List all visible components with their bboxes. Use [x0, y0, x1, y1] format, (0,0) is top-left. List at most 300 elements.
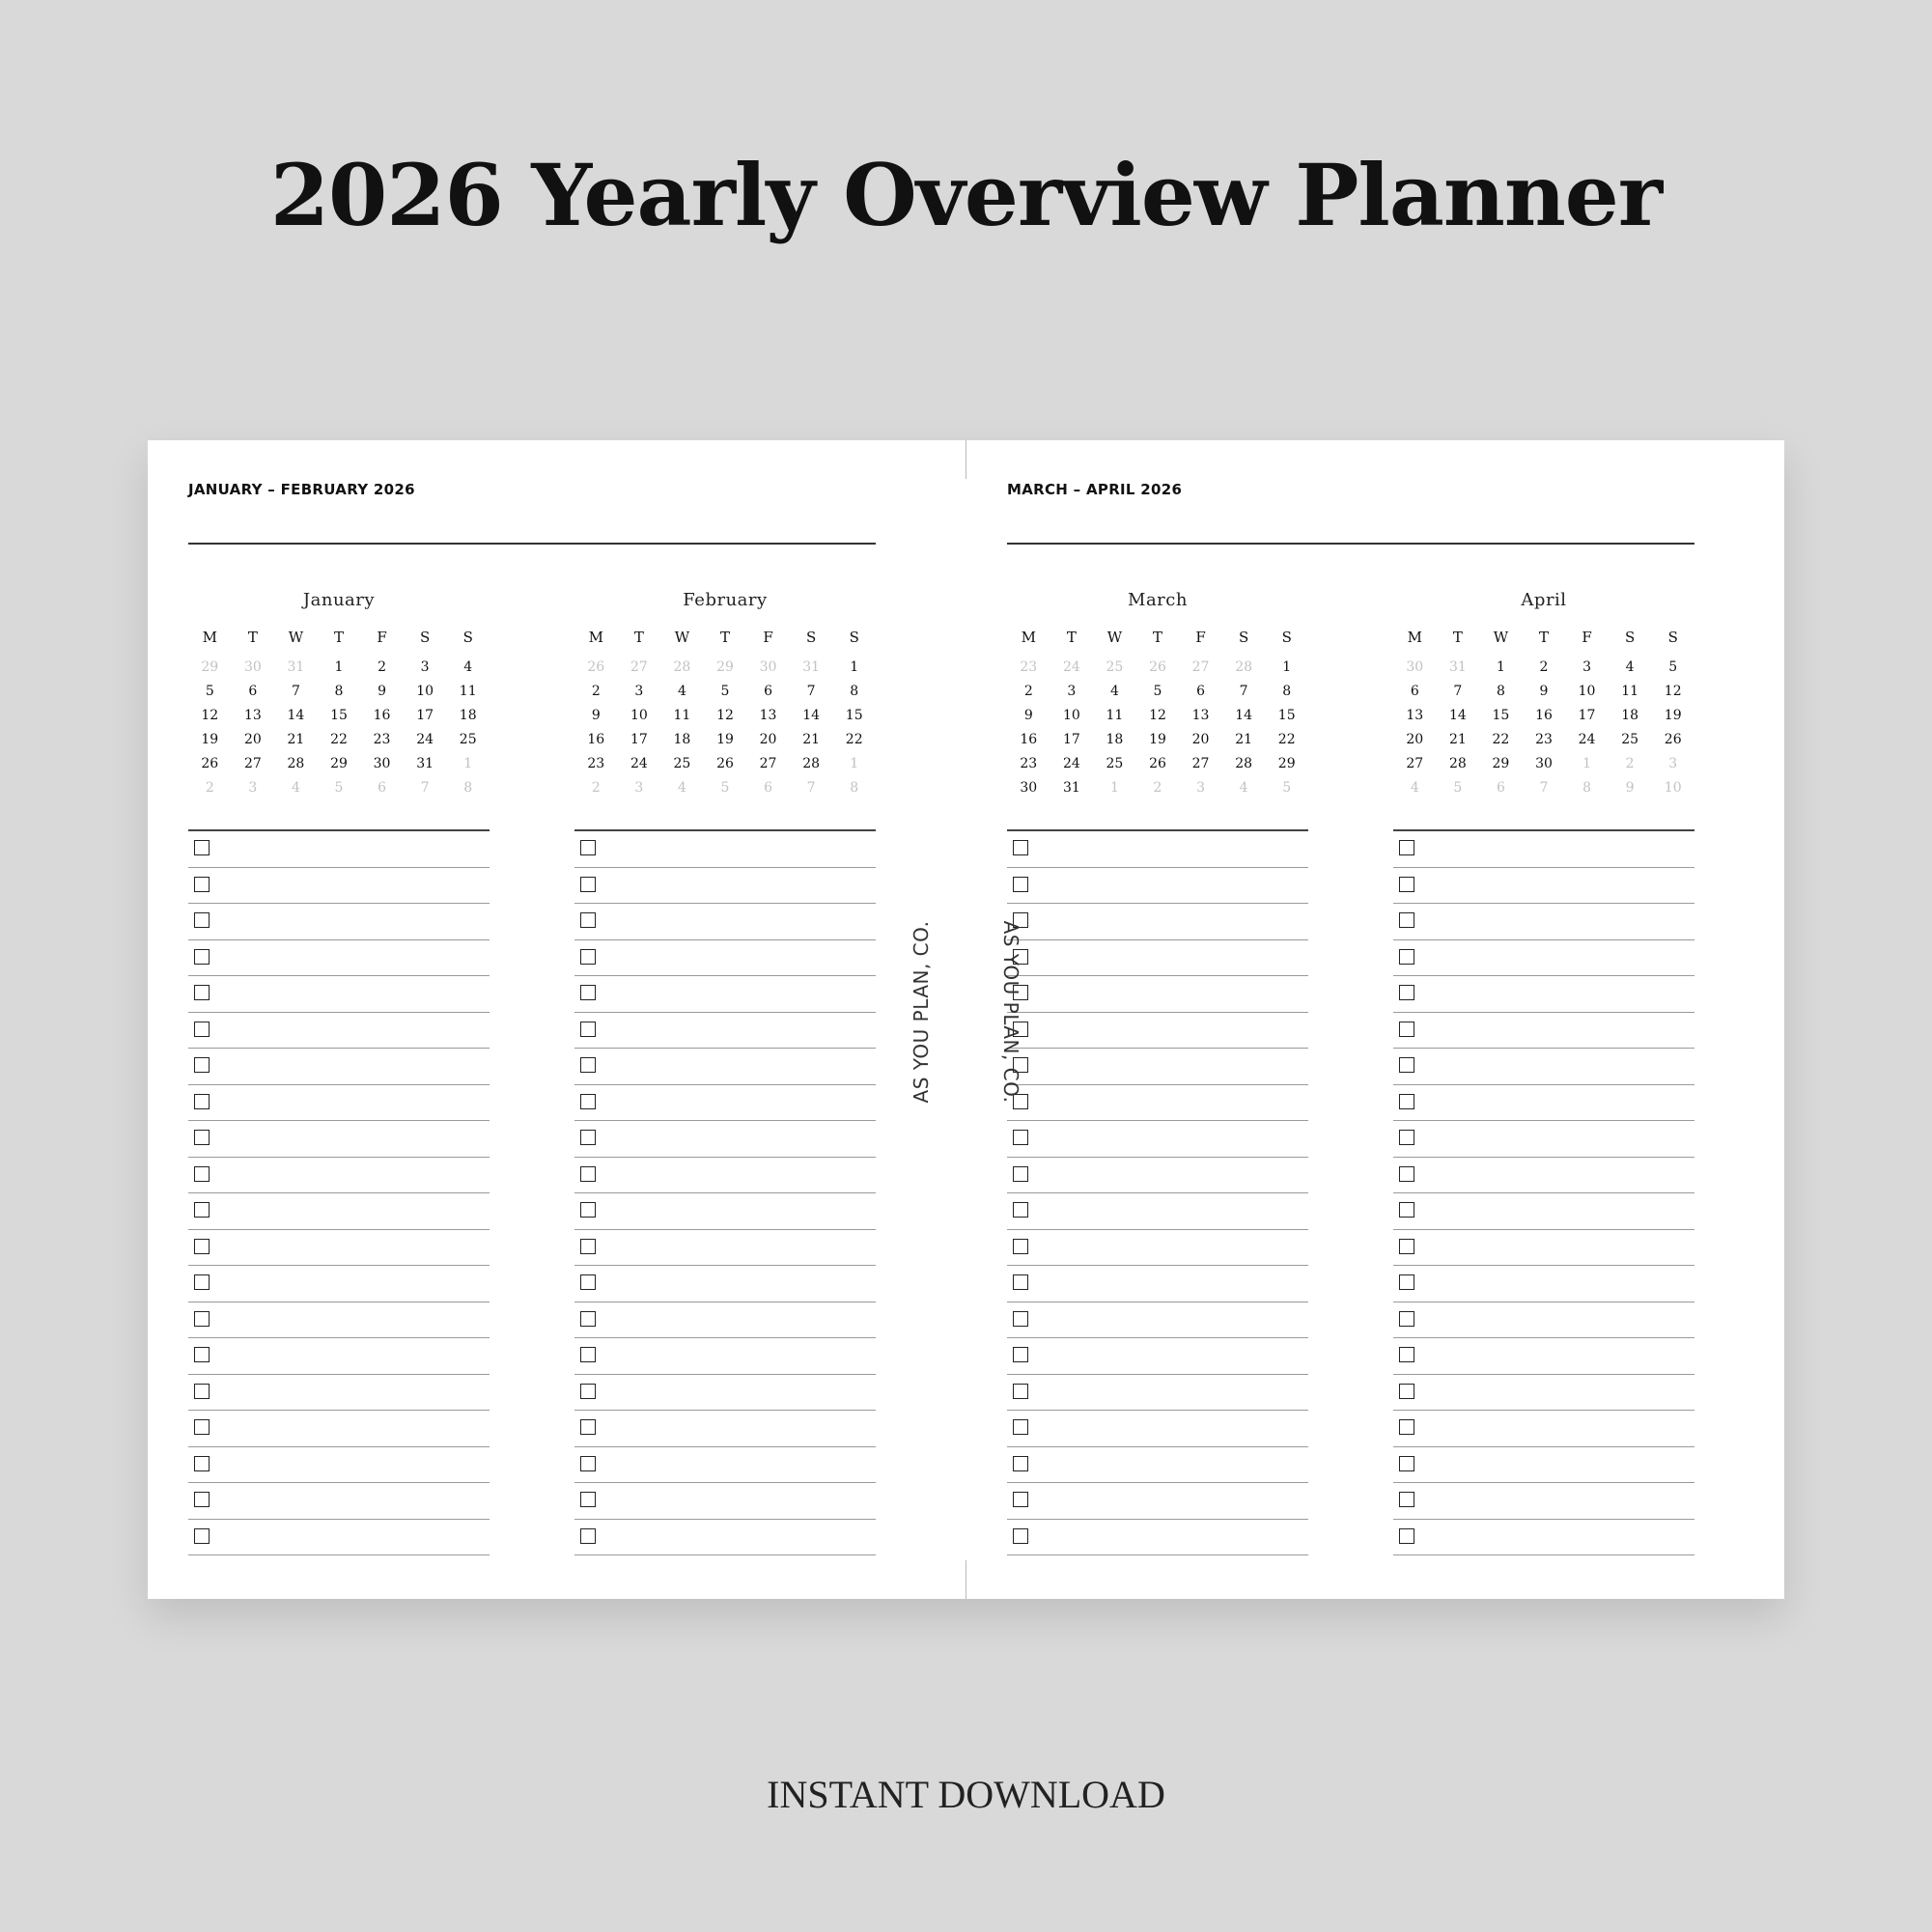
weekday-label: M	[202, 629, 217, 646]
calendar-day: 9	[378, 684, 387, 699]
task-row	[188, 1338, 490, 1375]
checkbox[interactable]	[580, 1419, 596, 1435]
calendar-day: 29	[1492, 756, 1510, 771]
calendar-day: 16	[587, 732, 605, 747]
calendar-day: 18	[1106, 732, 1124, 747]
calendar-day: 30	[1020, 780, 1038, 796]
weekday-label: S	[805, 629, 817, 646]
weekday-label: M	[588, 629, 603, 646]
checkbox[interactable]	[1013, 1311, 1028, 1327]
calendar-day: 2	[1539, 659, 1549, 675]
calendar-day: 18	[673, 732, 691, 747]
calendar-day: 12	[716, 708, 734, 723]
task-row	[1393, 904, 1694, 940]
calendar-day: 3	[420, 659, 430, 675]
calendar-day-outside: 31	[287, 659, 305, 675]
checkbox[interactable]	[194, 1311, 210, 1327]
weekday-label: S	[1624, 629, 1636, 646]
calendar-day: 28	[1448, 756, 1467, 771]
calendar-day: 28	[287, 756, 305, 771]
calendar-day-outside: 9	[1625, 780, 1635, 796]
calendar-day: 5	[1153, 684, 1162, 699]
checkbox[interactable]	[1399, 1528, 1414, 1544]
checkbox[interactable]	[1013, 1130, 1028, 1145]
calendar-day: 19	[201, 732, 219, 747]
task-row	[188, 831, 490, 868]
task-row	[188, 1266, 490, 1302]
calendar-day: 8	[1282, 684, 1292, 699]
task-row	[574, 904, 876, 940]
task-row	[188, 1411, 490, 1447]
checkbox[interactable]	[194, 1274, 210, 1290]
checkbox[interactable]	[1013, 1384, 1028, 1399]
checkbox[interactable]	[1399, 1166, 1414, 1182]
task-row	[1393, 1411, 1694, 1447]
calendar-day: 18	[459, 708, 477, 723]
calendar-day: 7	[1239, 684, 1248, 699]
task-row	[1393, 1375, 1694, 1412]
checkbox[interactable]	[194, 1130, 210, 1145]
weekday-label: F	[1582, 629, 1592, 646]
task-row	[574, 1158, 876, 1194]
calendar-day-outside: 5	[720, 780, 730, 796]
calendar-day-outside: 26	[587, 659, 605, 675]
calendar-day-outside: 2	[205, 780, 214, 796]
calendar-day: 2	[591, 684, 601, 699]
month-name: January	[302, 590, 376, 610]
task-row	[574, 1302, 876, 1339]
task-row	[1007, 868, 1308, 905]
checkbox[interactable]	[580, 1384, 596, 1399]
checkbox[interactable]	[194, 1094, 210, 1109]
task-row	[1393, 1121, 1694, 1158]
calendar-day: 5	[720, 684, 730, 699]
task-row	[574, 1520, 876, 1556]
calendar-day: 20	[1191, 732, 1210, 747]
task-row	[188, 1375, 490, 1412]
calendar-day: 16	[373, 708, 391, 723]
calendar-day: 17	[1062, 732, 1080, 747]
task-row	[574, 940, 876, 977]
weekday-label: S	[1238, 629, 1249, 646]
task-row	[1393, 1085, 1694, 1122]
calendar-day: 7	[806, 684, 816, 699]
calendar-day: 25	[673, 756, 691, 771]
task-row	[188, 1483, 490, 1520]
checkbox[interactable]	[194, 1202, 210, 1218]
task-row	[574, 1447, 876, 1484]
calendar-day: 24	[630, 756, 648, 771]
calendar-day: 31	[416, 756, 434, 771]
task-row	[1007, 940, 1308, 977]
task-row	[1393, 1049, 1694, 1085]
checkbox[interactable]	[1399, 1311, 1414, 1327]
calendar-day-outside: 4	[677, 780, 686, 796]
calendar-day: 26	[1149, 756, 1166, 771]
calendar-day-outside: 2	[591, 780, 601, 796]
footer-label: INSTANT DOWNLOAD	[767, 1773, 1165, 1816]
calendar-day-outside: 3	[634, 780, 644, 796]
calendar-day: 26	[201, 756, 219, 771]
calendar-day-outside: 1	[850, 756, 859, 771]
checkbox[interactable]	[1013, 1419, 1028, 1435]
checkbox[interactable]	[1399, 1492, 1414, 1507]
task-row	[188, 1013, 490, 1050]
checkbox[interactable]	[1399, 1130, 1414, 1145]
checkbox[interactable]	[580, 1094, 596, 1109]
month-calendar	[1393, 590, 1694, 800]
checkbox[interactable]	[580, 1166, 596, 1182]
checkbox[interactable]	[1399, 1057, 1414, 1073]
task-row	[574, 1193, 876, 1230]
checkbox[interactable]	[1013, 1274, 1028, 1290]
calendar-day: 24	[416, 732, 434, 747]
task-row	[1007, 1085, 1308, 1122]
checkbox[interactable]	[580, 1202, 596, 1218]
calendar-day: 21	[1448, 732, 1467, 747]
checkbox[interactable]	[580, 840, 596, 855]
calendar-day: 5	[1668, 659, 1678, 675]
calendar-day: 4	[1625, 659, 1635, 675]
calendar-day-outside: 31	[1448, 659, 1467, 675]
checkbox[interactable]	[1399, 912, 1414, 928]
task-row	[1007, 1266, 1308, 1302]
calendar-day-outside: 31	[802, 659, 821, 675]
task-row	[574, 1121, 876, 1158]
calendar-day: 15	[330, 708, 348, 723]
checkbox[interactable]	[580, 1311, 596, 1327]
checkbox[interactable]	[194, 1419, 210, 1435]
calendar-day-outside: 28	[1235, 659, 1253, 675]
calendar-day-outside: 8	[850, 780, 859, 796]
task-row	[1007, 1520, 1308, 1556]
task-row	[188, 940, 490, 977]
brand-label: AS YOU PLAN, CO.	[910, 920, 933, 1104]
page-header: MARCH – APRIL 2026	[1007, 481, 1183, 498]
weekday-label: S	[419, 629, 431, 646]
calendar-day: 20	[759, 732, 777, 747]
task-row	[1393, 1013, 1694, 1050]
calendar-day: 7	[1453, 684, 1463, 699]
checkbox[interactable]	[194, 1239, 210, 1254]
calendar-day: 12	[1149, 708, 1166, 723]
calendar-day: 9	[1023, 708, 1033, 723]
calendar-day-outside: 5	[1282, 780, 1292, 796]
task-row	[1393, 1266, 1694, 1302]
calendar-grid	[188, 623, 490, 800]
month-calendar	[188, 590, 490, 800]
weekday-label: F	[763, 629, 773, 646]
calendar-day: 26	[716, 756, 734, 771]
checkbox[interactable]	[580, 912, 596, 928]
calendar-day: 22	[1492, 732, 1510, 747]
task-row	[188, 1302, 490, 1339]
task-row	[1007, 1375, 1308, 1412]
month-name: March	[1128, 590, 1188, 610]
task-list	[188, 829, 490, 1555]
calendar-grid	[1007, 623, 1308, 800]
task-row	[1007, 976, 1308, 1013]
calendar-day-outside: 25	[1106, 659, 1124, 675]
calendar-day-outside: 10	[1664, 780, 1682, 796]
calendar-day: 17	[1578, 708, 1596, 723]
checkbox[interactable]	[194, 1492, 210, 1507]
checkbox[interactable]	[194, 1384, 210, 1399]
calendar-day: 16	[1020, 732, 1038, 747]
calendar-day: 27	[759, 756, 777, 771]
checkbox[interactable]	[1399, 1384, 1414, 1399]
calendar-day: 20	[1406, 732, 1424, 747]
calendar-day: 19	[716, 732, 734, 747]
task-row	[1007, 1158, 1308, 1194]
calendar-day: 2	[378, 659, 387, 675]
checkbox[interactable]	[580, 877, 596, 892]
task-row	[1393, 1483, 1694, 1520]
checkbox[interactable]	[1399, 1456, 1414, 1471]
calendar-day: 25	[459, 732, 477, 747]
weekday-label: F	[377, 629, 387, 646]
calendar-day: 10	[416, 684, 434, 699]
checkbox[interactable]	[194, 1347, 210, 1362]
task-row	[1007, 1230, 1308, 1267]
checkbox[interactable]	[1399, 1419, 1414, 1435]
checkbox[interactable]	[580, 1347, 596, 1362]
task-row	[1007, 1447, 1308, 1484]
calendar-day: 29	[330, 756, 348, 771]
calendar-day: 21	[802, 732, 821, 747]
checkbox[interactable]	[194, 1057, 210, 1073]
weekday-label: S	[849, 629, 859, 646]
task-list	[1007, 829, 1308, 1555]
checkbox[interactable]	[1399, 840, 1414, 855]
left-page	[148, 440, 966, 1599]
calendar-day-outside: 27	[630, 659, 648, 675]
checkbox[interactable]	[1013, 1347, 1028, 1362]
task-row	[1007, 1338, 1308, 1375]
task-row	[1007, 1411, 1308, 1447]
calendar-day: 1	[850, 659, 859, 675]
checkbox[interactable]	[580, 985, 596, 1000]
calendar-day: 31	[1062, 780, 1080, 796]
weekday-label: F	[1195, 629, 1206, 646]
calendar-day: 14	[1448, 708, 1467, 723]
weekday-label: T	[719, 629, 730, 646]
task-row	[574, 1266, 876, 1302]
checkbox[interactable]	[1399, 1274, 1414, 1290]
task-row	[574, 868, 876, 905]
weekday-label: S	[1281, 629, 1292, 646]
calendar-day: 3	[634, 684, 644, 699]
checkbox[interactable]	[1013, 877, 1028, 892]
checkbox[interactable]	[580, 1456, 596, 1471]
weekday-label: M	[1407, 629, 1422, 646]
task-row	[574, 1483, 876, 1520]
calendar-day-outside: 6	[764, 780, 773, 796]
calendar-day: 15	[845, 708, 863, 723]
calendar-day: 30	[373, 756, 391, 771]
month-calendar	[574, 590, 876, 800]
task-row	[1393, 868, 1694, 905]
calendar-day: 8	[850, 684, 859, 699]
task-row	[188, 1121, 490, 1158]
weekday-label: W	[1493, 629, 1509, 646]
calendar-day: 8	[1496, 684, 1505, 699]
calendar-day: 14	[802, 708, 821, 723]
task-row	[188, 868, 490, 905]
checkbox[interactable]	[194, 1528, 210, 1544]
weekday-label: T	[1066, 629, 1077, 646]
calendar-day: 23	[373, 732, 391, 747]
checkbox[interactable]	[580, 1022, 596, 1037]
checkbox[interactable]	[194, 985, 210, 1000]
calendar-day-outside: 7	[420, 780, 430, 796]
task-row	[1007, 1013, 1308, 1050]
checkbox[interactable]	[194, 1166, 210, 1182]
task-row	[574, 1013, 876, 1050]
calendar-day-outside: 6	[1496, 780, 1505, 796]
calendar-day-outside: 5	[1453, 780, 1463, 796]
checkbox[interactable]	[194, 877, 210, 892]
checkbox[interactable]	[1399, 985, 1414, 1000]
checkbox[interactable]	[1399, 1347, 1414, 1362]
calendar-day: 30	[1535, 756, 1553, 771]
weekday-label: M	[1021, 629, 1036, 646]
task-row	[1393, 1158, 1694, 1194]
calendar-day: 14	[287, 708, 305, 723]
checkbox[interactable]	[1399, 1022, 1414, 1037]
checkbox[interactable]	[194, 1022, 210, 1037]
task-row	[574, 1049, 876, 1085]
calendar-day-outside: 3	[248, 780, 258, 796]
calendar-day-outside: 3	[1668, 756, 1678, 771]
calendar-day: 19	[1664, 708, 1682, 723]
task-list	[1393, 829, 1694, 1555]
calendar-day-outside: 4	[1410, 780, 1419, 796]
calendar-day: 10	[1062, 708, 1080, 723]
calendar-day: 15	[1277, 708, 1296, 723]
calendar-day-outside: 29	[201, 659, 219, 675]
checkbox[interactable]	[1399, 1202, 1414, 1218]
weekday-label: T	[1152, 629, 1162, 646]
task-row	[188, 904, 490, 940]
calendar-day: 2	[1023, 684, 1033, 699]
calendar-day-outside: 4	[1239, 780, 1248, 796]
checkbox[interactable]	[1013, 1456, 1028, 1471]
checkbox[interactable]	[580, 1057, 596, 1073]
calendar-day: 4	[1109, 684, 1119, 699]
calendar-day-outside: 3	[1196, 780, 1206, 796]
calendar-day: 8	[334, 684, 344, 699]
task-row	[188, 1447, 490, 1484]
checkbox[interactable]	[580, 1239, 596, 1254]
task-row	[574, 976, 876, 1013]
month-calendar	[1007, 590, 1308, 800]
calendar-day: 23	[587, 756, 605, 771]
checkbox[interactable]	[580, 1274, 596, 1290]
page-header: JANUARY – FEBRUARY 2026	[188, 481, 415, 498]
task-row	[1393, 1230, 1694, 1267]
calendar-day: 26	[1664, 732, 1682, 747]
calendar-grid	[1393, 623, 1694, 800]
task-row	[188, 1085, 490, 1122]
calendar-day: 25	[1106, 756, 1124, 771]
task-row	[1393, 1338, 1694, 1375]
checkbox[interactable]	[1013, 1528, 1028, 1544]
checkbox[interactable]	[1399, 877, 1414, 892]
checkbox[interactable]	[580, 1528, 596, 1544]
task-row	[1007, 1049, 1308, 1085]
calendar-day: 13	[759, 708, 777, 723]
calendar-day: 14	[1235, 708, 1253, 723]
calendar-day: 23	[1020, 756, 1038, 771]
calendar-day: 5	[205, 684, 214, 699]
brand-label: AS YOU PLAN, CO.	[999, 920, 1022, 1104]
calendar-day-outside: 1	[1109, 780, 1119, 796]
calendar-day-outside: 30	[759, 659, 777, 675]
weekday-label: W	[1106, 629, 1123, 646]
calendar-grid	[574, 623, 876, 800]
checkbox[interactable]	[1399, 1239, 1414, 1254]
checkbox[interactable]	[1399, 1094, 1414, 1109]
calendar-day-outside: 28	[673, 659, 691, 675]
checkbox[interactable]	[194, 949, 210, 965]
checkbox[interactable]	[1013, 1239, 1028, 1254]
calendar-day: 24	[1062, 756, 1080, 771]
checkbox[interactable]	[194, 840, 210, 855]
calendar-day-outside: 1	[463, 756, 473, 771]
weekday-label: W	[288, 629, 304, 646]
task-row	[574, 1411, 876, 1447]
checkbox[interactable]	[580, 1130, 596, 1145]
weekday-label: T	[1452, 629, 1463, 646]
checkbox[interactable]	[580, 1492, 596, 1507]
calendar-day: 21	[287, 732, 305, 747]
checkbox[interactable]	[1399, 949, 1414, 965]
weekday-label: T	[247, 629, 258, 646]
month-name: February	[683, 590, 768, 610]
task-row	[1393, 1447, 1694, 1484]
calendar-day: 25	[1621, 732, 1639, 747]
task-row	[1393, 976, 1694, 1013]
checkbox[interactable]	[194, 1456, 210, 1471]
calendar-day: 20	[243, 732, 262, 747]
calendar-day: 15	[1492, 708, 1510, 723]
checkbox[interactable]	[1013, 840, 1028, 855]
task-row	[574, 1085, 876, 1122]
calendar-day: 22	[330, 732, 348, 747]
checkbox[interactable]	[580, 949, 596, 965]
weekday-label: S	[462, 629, 473, 646]
weekday-label: T	[633, 629, 644, 646]
task-row	[1393, 1302, 1694, 1339]
calendar-day-outside: 27	[1191, 659, 1210, 675]
calendar-day-outside: 1	[1582, 756, 1592, 771]
task-row	[1007, 1193, 1308, 1230]
checkbox[interactable]	[1013, 1492, 1028, 1507]
calendar-day-outside: 30	[243, 659, 262, 675]
checkbox[interactable]	[194, 912, 210, 928]
checkbox[interactable]	[1013, 1166, 1028, 1182]
calendar-day-outside: 8	[463, 780, 473, 796]
calendar-day-outside: 2	[1153, 780, 1162, 796]
calendar-day: 12	[201, 708, 219, 723]
task-row	[188, 1158, 490, 1194]
checkbox[interactable]	[1013, 1202, 1028, 1218]
page-title: 2026 Yearly Overview Planner	[269, 145, 1663, 245]
task-row	[574, 1230, 876, 1267]
right-page	[966, 440, 1784, 1599]
weekday-label: T	[1538, 629, 1549, 646]
